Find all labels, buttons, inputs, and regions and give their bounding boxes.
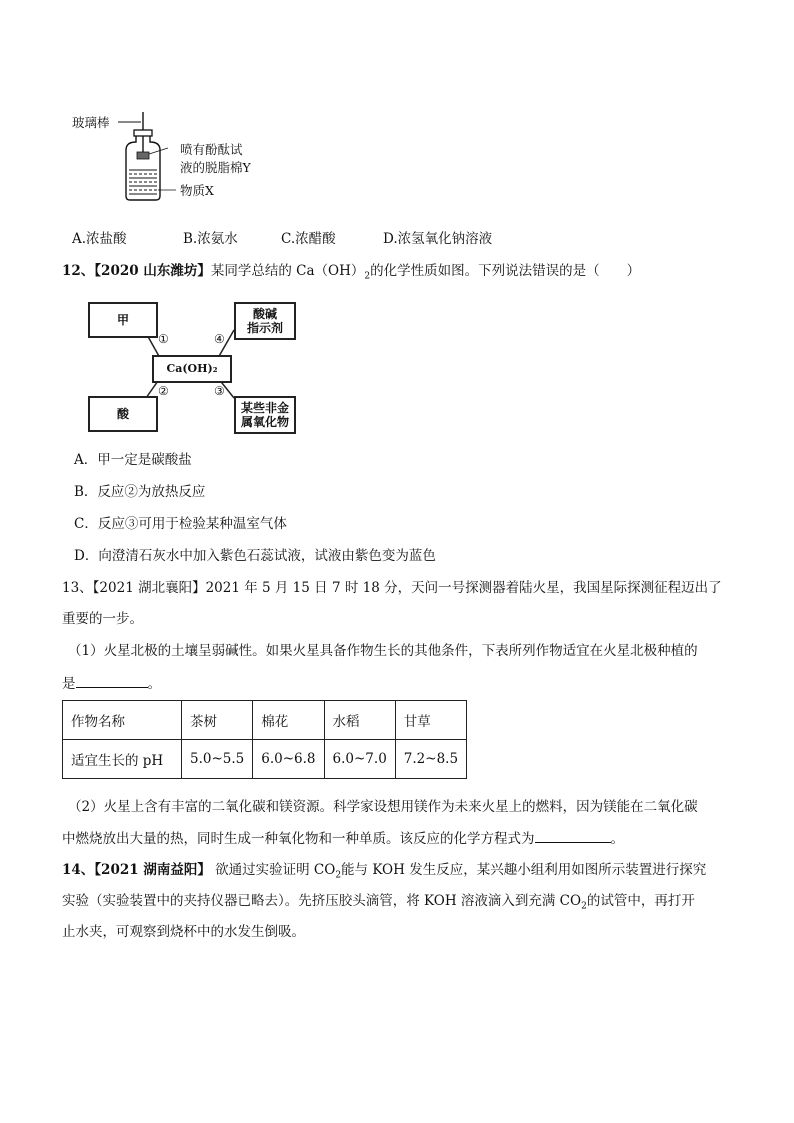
- table-row: [63, 701, 467, 740]
- table-cell: 7.2~8.5: [395, 740, 466, 779]
- q11-apparatus: [70, 108, 290, 208]
- table-cell: 作物名称: [63, 701, 182, 740]
- box-acid: 酸: [88, 396, 158, 432]
- q12-option-b: B．反应②为放热反应: [74, 484, 206, 500]
- table-cell: 棉花: [253, 701, 324, 740]
- q11-option-d: D.浓氢氧化钠溶液: [383, 231, 493, 247]
- table-row: [63, 740, 467, 779]
- ph-table: [62, 700, 467, 779]
- rod-label: 玻璃棒: [72, 115, 110, 130]
- label-1: ①: [158, 332, 169, 346]
- q12-option-c: C．反应③可用于检验某种温室气体: [74, 516, 287, 532]
- table-cell: 6.0~7.0: [324, 740, 395, 779]
- q12-stem-sub: 2: [364, 271, 371, 282]
- q11-option-b: B.浓氨水: [183, 231, 238, 247]
- cotton-label-line2: 液的脱脂棉Y: [180, 160, 251, 175]
- q12-source: 【2020 山东潍坊】: [94, 263, 211, 279]
- table-cell: 水稻: [324, 701, 395, 740]
- answer-blank-2[interactable]: [535, 828, 611, 843]
- q12-option-a: A．甲一定是碳酸盐: [74, 452, 192, 468]
- label-4: ④: [214, 332, 225, 346]
- q14-line3: 止水夹，可观察到烧杯中的水发生倒吸。: [62, 924, 305, 940]
- q14-line1: 14、【2021 湖南益阳】 欲通过实验证明 $CO_2$能与 KOH 发生反应，某兴趣小组利用如图所示装置进行探究: [62, 862, 707, 881]
- q11-option-c: C.浓醋酸: [281, 231, 336, 247]
- q11-option-a: A.浓盐酸: [72, 231, 127, 247]
- box-indicator: 酸碱 指示剂: [234, 302, 296, 340]
- table-cell: 茶树: [182, 701, 253, 740]
- box-caoh2: Ca(OH)₂: [152, 355, 232, 383]
- table-cell: 适宜生长的 pH: [63, 740, 182, 779]
- answer-blank-1[interactable]: [76, 673, 148, 688]
- label-3: ③: [214, 384, 225, 398]
- substance-label: 物质X: [180, 183, 214, 198]
- q13-line1: 13、【2021 湖北襄阳】2021 年 5 月 15 日 7 时 18 分，天问一号探测器着陆火星，我国星际探测征程迈出了: [62, 580, 722, 596]
- q13-part1-line2: 是 。: [62, 673, 161, 694]
- q12-number: 12、: [62, 263, 95, 279]
- q13-part2-line1: （2）火星上含有丰富的二氧化碳和镁资源。科学家设想用镁作为未来火星上的燃料，因为镁能在二氧化碳: [68, 799, 698, 815]
- cotton-label-line1: 喷有酚酞试: [180, 142, 243, 157]
- table-cell: 5.0~5.5: [182, 740, 253, 779]
- table-cell: 6.0~6.8: [253, 740, 324, 779]
- q14-line2: 实验（实验装置中的夹持仪器已略去）。先挤压胶头滴管，将 KOH 溶液滴入到充满 $CO_2$的试管中，再打开: [62, 893, 695, 912]
- q12-stem-pre: 某同学总结的 Ca（OH）: [210, 263, 365, 279]
- box-nonmetal-oxide: 某些非金 属氧化物: [234, 396, 296, 434]
- q12-diagram: [88, 300, 298, 438]
- q12-stem: [62, 261, 640, 287]
- q13-part2-line2: 中燃烧放出大量的热，同时生成一种氧化物和一种单质。该反应的化学方程式为 。: [62, 828, 624, 849]
- q12-stem-post: 的化学性质如图。下列说法错误的是（ ）: [370, 263, 641, 279]
- table-cell: 甘草: [395, 701, 466, 740]
- label-2: ②: [158, 384, 169, 398]
- q12-option-d: D．向澄清石灰水中加入紫色石蕊试液，试液由紫色变为蓝色: [74, 548, 436, 564]
- box-jia: 甲: [88, 302, 158, 338]
- q13-part1-line1: （1）火星北极的土壤呈弱碱性。如果火星具备作物生长的其他条件，下表所列作物适宜在火星北极种植的: [68, 643, 698, 659]
- q13-line2: 重要的一步。: [62, 611, 143, 627]
